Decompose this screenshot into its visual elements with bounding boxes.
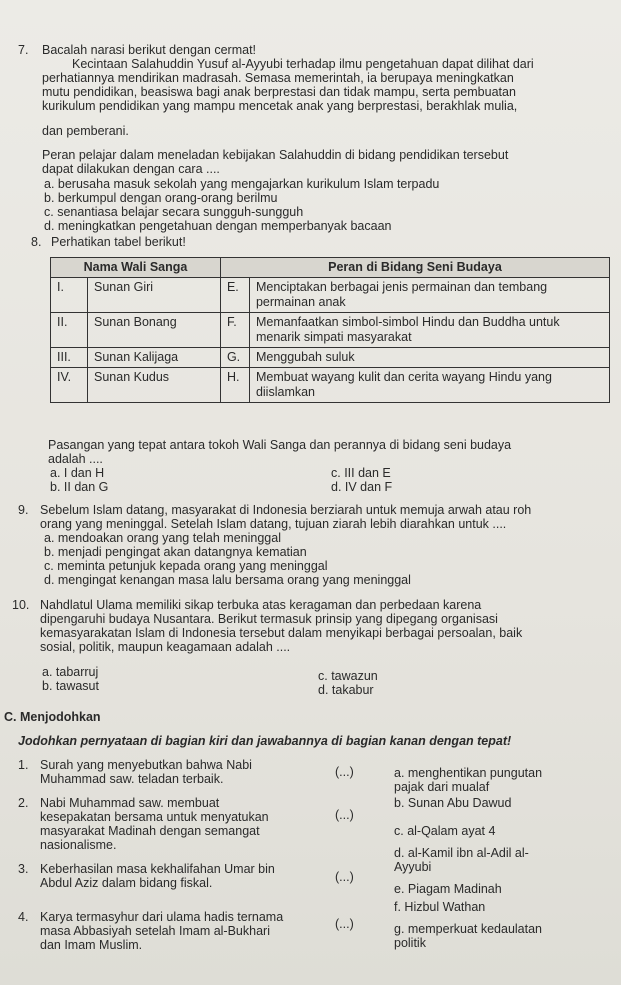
q7-text-line: dan pemberani. [42, 124, 129, 138]
q8-question: Pasangan yang tepat antara tokoh Wali Sanga dan perannya di bidang seni budaya [48, 438, 512, 452]
table-row [51, 348, 610, 368]
q10-text-line: kemasyarakatan Islam di Indonesia tersebut dalam menyikapi berbagai persoalan, baik [40, 626, 523, 640]
q7-text-line: perhatiannya mendirikan madrasah. Semasa memerintah, ia berupaya meningkatkan [42, 71, 514, 85]
q10-text-line: sosial, politik, maupun keagamaan adalah .... [40, 640, 291, 654]
q8-number: 8. [31, 235, 42, 249]
match-left-text: masa Abbasiyah setelah Imam al-Bukhari [40, 924, 270, 938]
q7-text-line: dapat dilakukan dengan cara .... [42, 162, 220, 176]
header-nama: Nama Wali Sanga [51, 258, 221, 278]
match-left-text: Muhammad saw. teladan terbaik. [40, 772, 224, 786]
role-text: Menciptakan berbagai jenis permainan dan tembang permainan anak [249, 278, 609, 313]
match-right-f: f. Hizbul Wathan [394, 900, 486, 914]
match-right-d: d. al-Kamil ibn al-Adil al- [394, 846, 529, 860]
q7-instruction: Bacalah narasi berikut dengan cermat! [42, 43, 257, 57]
role-text: Membuat wayang kulit dan cerita wayang Hindu yang diislamkan [249, 368, 609, 403]
match-right-g-cont: politik [394, 936, 426, 950]
role-letter: H. [220, 368, 249, 403]
q9-text-line: Sebelum Islam datang, masyarakat di Indonesia berziarah untuk memuja arwah atau roh [40, 503, 532, 517]
row-number: IV. [51, 368, 88, 403]
q10-option-a[interactable]: a. tabarruj [42, 665, 99, 679]
match-right-b: b. Sunan Abu Dawud [394, 796, 512, 810]
q9-text-line: orang yang meninggal. Setelah Islam datang, tujuan ziarah lebih diarahkan untuk .... [40, 517, 507, 531]
wali-name: Sunan Giri [88, 278, 221, 313]
header-peran: Peran di Bidang Seni Budaya [220, 258, 609, 278]
match-left-text: dan Imam Muslim. [40, 938, 143, 952]
q10-text-line: Nahdlatul Ulama memiliki sikap terbuka atas keragaman dan perbedaan karena [40, 598, 482, 612]
role-text: Menggubah suluk [249, 348, 609, 368]
table-row [51, 313, 610, 348]
match-left-number: 1. [18, 758, 29, 772]
section-c-instruction: Jodohkan pernyataan di bagian kiri dan jawabannya di bagian kanan dengan tepat! [18, 734, 512, 748]
q9-number: 9. [18, 503, 29, 517]
q8-question-end: adalah .... [48, 452, 103, 466]
q8-option-a[interactable]: a. I dan H [50, 466, 105, 480]
match-left-text: Keberhasilan masa kekhalifahan Umar bin [40, 862, 275, 876]
q7-text-line: kurikulum pendidikan yang mampu mencetak anak yang berprestasi, berakhlak mulia, [42, 99, 518, 113]
q10-option-d[interactable]: d. takabur [318, 683, 374, 697]
match-left-text: nasionalisme. [40, 838, 117, 852]
table-header-row [51, 258, 610, 278]
match-left-text: Karya termasyhur dari ulama hadis ternama [40, 910, 284, 924]
role-letter: G. [220, 348, 249, 368]
q7-number: 7. [18, 43, 29, 57]
row-number: III. [51, 348, 88, 368]
match-right-a-cont: pajak dari mualaf [394, 780, 490, 794]
q7-text-line: Kecintaan Salahuddin Yusuf al-Ayyubi terhadap ilmu pengetahuan dapat dilihat dari [72, 57, 534, 71]
q8-intro: Perhatikan tabel berikut! [51, 235, 186, 249]
q7-option-d[interactable]: d. meningkatkan pengetahuan dengan memperbanyak bacaan [44, 219, 392, 233]
role-letter: E. [220, 278, 249, 313]
match-answer-blank[interactable]: (...) [335, 870, 354, 884]
q7-option-b[interactable]: b. berkumpul dengan orang-orang berilmu [44, 191, 278, 205]
match-right-a: a. menghentikan pungutan [394, 766, 543, 780]
wali-name: Sunan Kalijaga [88, 348, 221, 368]
match-left-text: Surah yang menyebutkan bahwa Nabi [40, 758, 252, 772]
q7-option-a[interactable]: a. berusaha masuk sekolah yang mengajarkan kurikulum Islam terpadu [44, 177, 440, 191]
q9-option-a[interactable]: a. mendoakan orang yang telah meninggal [44, 531, 281, 545]
role-letter: F. [220, 313, 249, 348]
table-row [51, 368, 610, 403]
match-right-g: g. memperkuat kedaulatan [394, 922, 543, 936]
section-c-title: C. Menjodohkan [4, 710, 101, 724]
q10-number: 10. [12, 598, 30, 612]
q10-text-line: dipengaruhi budaya Nusantara. Berikut termasuk prinsip yang dipegang organisasi [40, 612, 498, 626]
match-left-number: 3. [18, 862, 29, 876]
q10-option-b[interactable]: b. tawasut [42, 679, 99, 693]
q8-option-c[interactable]: c. III dan E [331, 466, 391, 480]
q7-option-c[interactable]: c. senantiasa belajar secara sungguh-sungguh [44, 205, 304, 219]
match-left-text: kesepakatan bersama untuk menyatukan [40, 810, 269, 824]
match-right-c: c. al-Qalam ayat 4 [394, 824, 496, 838]
match-left-number: 4. [18, 910, 29, 924]
q8-option-b[interactable]: b. II dan G [50, 480, 109, 494]
q9-option-c[interactable]: c. meminta petunjuk kepada orang yang meninggal [44, 559, 328, 573]
q9-option-b[interactable]: b. menjadi pengingat akan datangnya kematian [44, 545, 307, 559]
match-answer-blank[interactable]: (...) [335, 917, 354, 931]
match-left-number: 2. [18, 796, 29, 810]
wali-name: Sunan Bonang [88, 313, 221, 348]
q7-text-line: mutu pendidikan, beasiswa bagi anak berprestasi dan tidak mampu, serta pembuatan [42, 85, 516, 99]
wali-sanga-table [50, 257, 610, 403]
match-right-e: e. Piagam Madinah [394, 882, 502, 896]
match-left-text: Abdul Aziz dalam bidang fiskal. [40, 876, 213, 890]
match-answer-blank[interactable]: (...) [335, 765, 354, 779]
match-left-text: Nabi Muhammad saw. membuat [40, 796, 220, 810]
row-number: I. [51, 278, 88, 313]
table-row [51, 278, 610, 313]
match-right-d-cont: Ayyubi [394, 860, 432, 874]
wali-name: Sunan Kudus [88, 368, 221, 403]
q10-option-c[interactable]: c. tawazun [318, 669, 378, 683]
row-number: II. [51, 313, 88, 348]
q7-text-line: Peran pelajar dalam meneladan kebijakan Salahuddin di bidang pendidikan tersebut [42, 148, 509, 162]
q8-option-d[interactable]: d. IV dan F [331, 480, 393, 494]
match-answer-blank[interactable]: (...) [335, 808, 354, 822]
q9-option-d[interactable]: d. mengingat kenangan masa lalu bersama orang yang meninggal [44, 573, 411, 587]
role-text: Memanfaatkan simbol-simbol Hindu dan Buddha untuk menarik simpati masyarakat [249, 313, 609, 348]
match-left-text: masyarakat Madinah dengan semangat [40, 824, 260, 838]
